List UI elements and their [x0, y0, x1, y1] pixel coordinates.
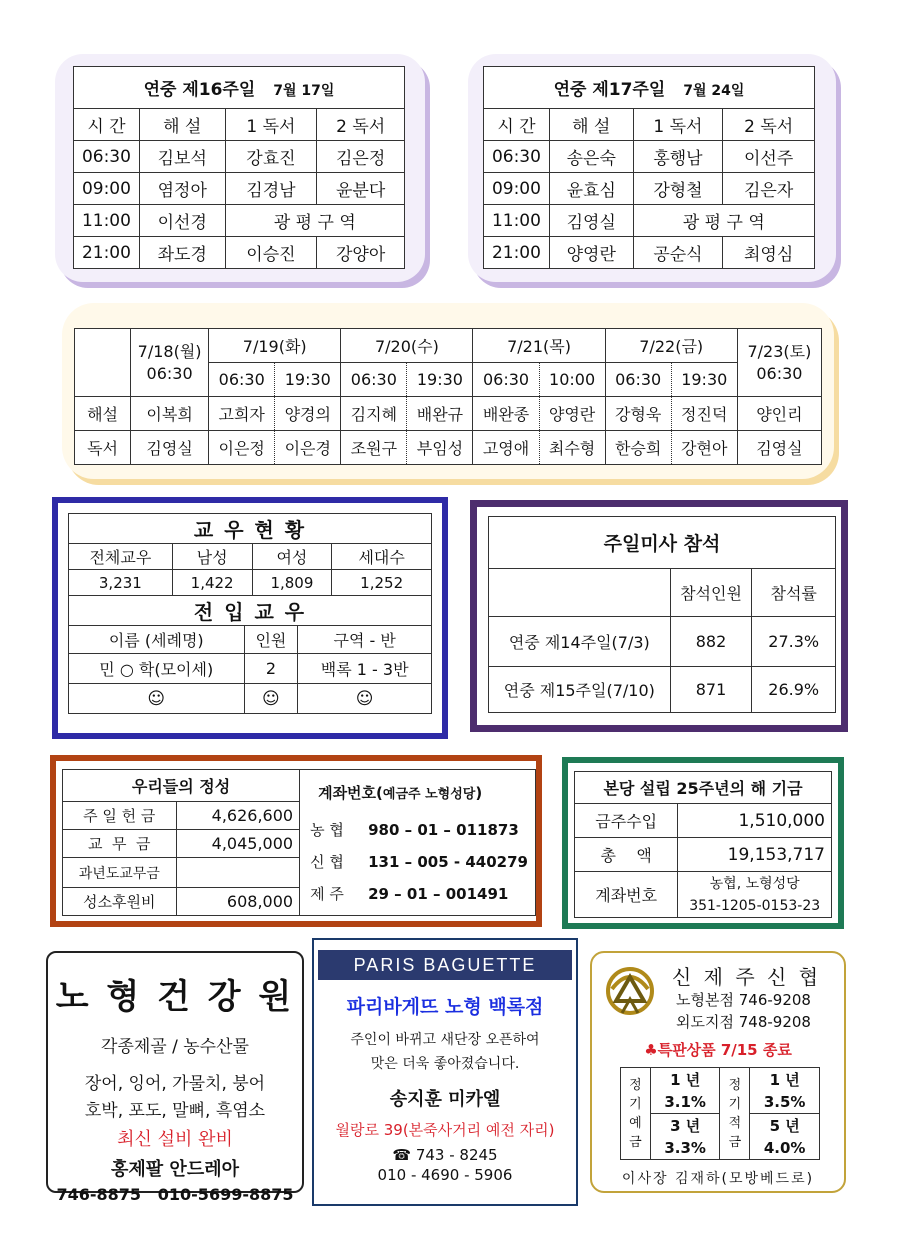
- members-table: [68, 513, 432, 596]
- week17-cell: 강형철: [633, 173, 723, 205]
- account-row: [310, 819, 535, 851]
- attendance-box: [470, 500, 848, 732]
- health-store-phone: 746-8875 010-5699-8875: [56, 1185, 294, 1204]
- saving-rate: 4.0%: [763, 1138, 806, 1157]
- reading-cell: 최수형: [539, 431, 605, 465]
- weekday-day-mon: [131, 329, 209, 397]
- week16-cell: 06:30: [74, 141, 140, 173]
- phone-icon: ☎: [392, 1146, 412, 1164]
- members-value: 1,252: [332, 570, 432, 596]
- week16-cell: 윤분다: [317, 173, 405, 205]
- week16-header-reading1: 1 독서: [225, 109, 317, 141]
- bakery-ad: [312, 938, 578, 1206]
- commentary-cell: 김지혜: [341, 397, 407, 431]
- week16-cell: 21:00: [74, 237, 140, 269]
- weekday-day-wed: 7/20(수): [341, 329, 473, 363]
- weekday-time: 19:30: [275, 363, 341, 397]
- bakery-address: 월랑로 39(본죽사거리 예전 자리): [335, 1121, 555, 1139]
- health-store-ad: [46, 951, 304, 1204]
- weekday-time: 06:30: [209, 363, 275, 397]
- week16-cell: 광 평 구 역: [225, 205, 404, 237]
- week16-cell: 이선경: [139, 205, 225, 237]
- smile-icon: ☺: [69, 684, 245, 714]
- deposit-term: 3 년: [670, 1116, 701, 1135]
- weekday-time: 10:00: [539, 363, 605, 397]
- members-header: 남성: [172, 544, 252, 570]
- saving-label-char: 기: [728, 1096, 742, 1112]
- account-row: [310, 851, 535, 883]
- weekday-day-fri: 7/22(금): [605, 329, 737, 363]
- saving-label: [720, 1068, 750, 1160]
- members-box: [52, 497, 448, 739]
- commentary-cell: 양영란: [539, 397, 605, 431]
- week16-cell: 11:00: [74, 205, 140, 237]
- offering-label: 성소후원비: [63, 888, 177, 916]
- week17-panel: [468, 54, 836, 282]
- week16-cell: 좌도경: [139, 237, 225, 269]
- reading-cell: 고영애: [473, 431, 539, 465]
- reading-cell: 김영실: [737, 431, 821, 465]
- fund-table: [574, 771, 832, 918]
- week17-cell: 광 평 구 역: [633, 205, 814, 237]
- account-title: 계좌번호(: [318, 784, 383, 802]
- week17-cell: 11:00: [484, 205, 550, 237]
- commentary-cell: 고희자: [209, 397, 275, 431]
- bank-name: 제 주: [310, 885, 344, 903]
- smile-icon: ☺: [298, 684, 432, 714]
- bakery-mobile: 010 - 4690 - 5906: [377, 1166, 513, 1184]
- commentary-cell: 정진덕: [671, 397, 737, 431]
- week17-title-cell: [484, 67, 815, 109]
- week16-table: [73, 66, 405, 269]
- week17-cell: 홍행남: [633, 141, 723, 173]
- week16-title-cell: [74, 67, 405, 109]
- day-time: 06:30: [756, 363, 803, 383]
- new-members-title: 전 입 교 우: [69, 596, 432, 626]
- week17-cell: 김은자: [723, 173, 815, 205]
- fund-box: [562, 757, 844, 929]
- health-store-line: 호박, 포도, 말뼈, 흑염소: [84, 1101, 266, 1121]
- saving-rate: 3.5%: [763, 1092, 806, 1111]
- commentary-cell: 강형욱: [605, 397, 671, 431]
- fund-account-bank: 농협, 노형성당: [709, 875, 800, 892]
- members-header: 전체교우: [69, 544, 173, 570]
- week17-cell: 이선주: [723, 141, 815, 173]
- reading-cell: 김영실: [131, 431, 209, 465]
- attendance-title: 주일미사 참석: [489, 517, 836, 569]
- bank-name: 신 협: [310, 853, 344, 871]
- weekday-corner: [75, 329, 131, 397]
- fund-account-number: 351-1205-0153-23: [689, 897, 821, 914]
- week16-cell: 강효진: [225, 141, 317, 173]
- credit-union-name: 신 제 주 신 협: [672, 965, 822, 989]
- row-label-commentary: 해설: [75, 397, 131, 431]
- week16-date: 7월 17일: [273, 83, 335, 99]
- fund-title: 본당 설립 25주년의 해 기금: [575, 772, 832, 804]
- week16-header-commentary: 해 설: [139, 109, 225, 141]
- bakery-name: 파리바게뜨 노형 백록점: [346, 996, 544, 1018]
- week17-header-reading2: 2 독서: [723, 109, 815, 141]
- health-store-name: 노 형 건 강 원: [55, 977, 295, 1017]
- offering-amount: [176, 858, 300, 888]
- weekday-day-sat: [737, 329, 821, 397]
- week16-panel: [55, 54, 425, 282]
- bakery-phone-line: [314, 1146, 576, 1164]
- attendance-corner: [489, 569, 671, 617]
- week16-header-reading2: 2 독서: [317, 109, 405, 141]
- week16-cell: 김은정: [317, 141, 405, 173]
- fund-amount: 19,153,717: [678, 838, 832, 872]
- reading-cell: 한승희: [605, 431, 671, 465]
- account-holder: 예금주 노형성당: [382, 787, 476, 802]
- week17-cell: 09:00: [484, 173, 550, 205]
- weekday-day-thu: 7/21(목): [473, 329, 605, 363]
- offering-box: [50, 755, 542, 927]
- week16-cell: 이승진: [225, 237, 317, 269]
- deposit-label-char: 기: [629, 1096, 642, 1112]
- deposit-rate-cell: [650, 1068, 720, 1114]
- week17-date: 7월 24일: [683, 83, 745, 99]
- health-store-line: 장어, 잉어, 가물치, 붕어: [84, 1074, 266, 1094]
- fund-label: 총 액: [575, 838, 678, 872]
- week17-cell: 김영실: [549, 205, 633, 237]
- credit-union-logo-icon: [602, 963, 658, 1023]
- fund-label: 금주수입: [575, 804, 678, 838]
- weekday-panel: [62, 303, 834, 479]
- week16-cell: 김보석: [139, 141, 225, 173]
- row-label-reading: 독서: [75, 431, 131, 465]
- credit-union-ad: [590, 951, 846, 1193]
- week17-cell: 06:30: [484, 141, 550, 173]
- weekday-time: 19:30: [407, 363, 473, 397]
- deposit-term: 1 년: [670, 1070, 701, 1089]
- attendance-rate: 26.9%: [752, 667, 836, 713]
- week17-header-commentary: 해 설: [549, 109, 633, 141]
- account-title-line: [310, 782, 535, 803]
- day-label: 7/18(월): [137, 341, 202, 361]
- credit-union-branch: 외도지점 748-9208: [676, 1013, 811, 1031]
- bakery-phone: 743 - 8245: [415, 1146, 498, 1164]
- commentary-cell: 양경의: [275, 397, 341, 431]
- week17-cell: 양영란: [549, 237, 633, 269]
- week17-table: [483, 66, 815, 269]
- offering-label: 주 일 헌 금: [63, 802, 177, 830]
- deposit-label-char: 금: [629, 1134, 642, 1150]
- week17-header-time: 시 간: [484, 109, 550, 141]
- saving-term: 5 년: [769, 1116, 800, 1135]
- commentary-cell: 배완규: [407, 397, 473, 431]
- health-store-highlight: 최신 설비 완비: [117, 1129, 233, 1150]
- members-value: 1,809: [252, 570, 332, 596]
- new-members-header: 인원: [244, 626, 298, 654]
- reading-cell: 이은경: [275, 431, 341, 465]
- weekday-time: 06:30: [341, 363, 407, 397]
- new-member-name: 민 ○ 학(모이세): [69, 654, 245, 684]
- new-member-count: 2: [244, 654, 298, 684]
- new-members-header: 구역 - 반: [298, 626, 432, 654]
- deposit-rate-cell: [650, 1114, 720, 1160]
- new-member-district: 백록 1 - 3반: [298, 654, 432, 684]
- deposit-label-char: 정: [629, 1077, 642, 1093]
- offering-amount: 4,045,000: [176, 830, 300, 858]
- week17-title: 연중 제17주일: [553, 80, 666, 100]
- saving-rate-cell: [750, 1068, 820, 1114]
- attendance-count: 882: [670, 617, 752, 667]
- week17-cell: 최영심: [723, 237, 815, 269]
- week17-cell: 윤효심: [549, 173, 633, 205]
- deposit-rate: 3.1%: [664, 1092, 706, 1111]
- saving-label-char: 금: [728, 1134, 742, 1150]
- commentary-cell: 이복희: [131, 397, 209, 431]
- account-cell: [300, 770, 536, 916]
- bank-name: 농 협: [310, 821, 344, 839]
- new-members-header: 이름 (세례명): [69, 626, 245, 654]
- deposit-label: [621, 1068, 651, 1160]
- smile-icon: ☺: [244, 684, 298, 714]
- commentary-cell: 양인리: [737, 397, 821, 431]
- week16-cell: 염정아: [139, 173, 225, 205]
- bakery-line: 주인이 바뀌고 새단장 오픈하여: [350, 1032, 540, 1048]
- weekday-table: [74, 328, 822, 465]
- saving-label-char: 정: [728, 1077, 742, 1093]
- account-number: 29 – 01 – 001491: [368, 885, 509, 903]
- offering-label: 교 무 금: [63, 830, 177, 858]
- week16-header-time: 시 간: [74, 109, 140, 141]
- members-value: 3,231: [69, 570, 173, 596]
- weekday-time: 06:30: [605, 363, 671, 397]
- account-number: 131 – 005 - 440279: [368, 853, 528, 871]
- members-header: 여성: [252, 544, 332, 570]
- offering-label: 과년도교무금: [63, 858, 177, 888]
- attendance-table: [488, 516, 836, 713]
- reading-cell: 부임성: [407, 431, 473, 465]
- offering-amount: 608,000: [176, 888, 300, 916]
- new-members-table: [68, 595, 432, 714]
- fund-account-label: 계좌번호: [575, 872, 678, 918]
- offering-amount: 4,626,600: [176, 802, 300, 830]
- week16-cell: 강양아: [317, 237, 405, 269]
- health-store-owner: 홍제팔 안드레아: [111, 1159, 239, 1180]
- fund-amount: 1,510,000: [678, 804, 832, 838]
- saving-label-char: 적: [728, 1115, 742, 1131]
- weekday-time: 19:30: [671, 363, 737, 397]
- week16-cell: 09:00: [74, 173, 140, 205]
- offering-title: 우리들의 정성: [63, 770, 300, 802]
- bakery-line: 맛은 더욱 좋아졌습니다.: [370, 1056, 520, 1072]
- week17-cell: 송은숙: [549, 141, 633, 173]
- bakery-owner: 송지훈 미카엘: [389, 1089, 501, 1110]
- account-number: 980 – 01 – 011873: [368, 821, 519, 839]
- members-value: 1,422: [172, 570, 252, 596]
- deposit-rate: 3.3%: [664, 1138, 706, 1157]
- reading-cell: 이은정: [209, 431, 275, 465]
- week17-header-reading1: 1 독서: [633, 109, 723, 141]
- day-label: 7/23(토): [747, 341, 812, 361]
- offering-table: [62, 769, 536, 916]
- health-store-line: 각종제골 / 농수산물: [101, 1037, 249, 1057]
- week17-cell: 21:00: [484, 237, 550, 269]
- credit-union-special: ♣특판상품 7/15 종료: [644, 1041, 792, 1059]
- week16-cell: 김경남: [225, 173, 317, 205]
- credit-union-branch: 노형본점 746-9208: [676, 991, 811, 1009]
- day-time: 06:30: [146, 363, 193, 383]
- deposit-label-char: 예: [629, 1115, 642, 1131]
- account-row: [310, 883, 535, 915]
- attendance-rate: 27.3%: [752, 617, 836, 667]
- weekday-time: 06:30: [473, 363, 539, 397]
- fund-account-cell: [678, 872, 832, 918]
- weekday-day-tue: 7/19(화): [209, 329, 341, 363]
- saving-rate-cell: [750, 1114, 820, 1160]
- attendance-week: 연중 제14주일(7/3): [489, 617, 671, 667]
- bakery-brand-banner: PARIS BAGUETTE: [318, 950, 572, 980]
- commentary-cell: 배완종: [473, 397, 539, 431]
- week17-cell: 공순식: [633, 237, 723, 269]
- account-close: ): [475, 784, 483, 802]
- credit-union-chairman: 이사장 김재하(모방베드로): [621, 1171, 815, 1187]
- reading-cell: 강현아: [671, 431, 737, 465]
- attendance-header: 참석률: [752, 569, 836, 617]
- saving-term: 1 년: [769, 1070, 800, 1089]
- attendance-week: 연중 제15주일(7/10): [489, 667, 671, 713]
- week16-title: 연중 제16주일: [143, 80, 256, 100]
- attendance-header: 참석인원: [670, 569, 752, 617]
- members-header: 세대수: [332, 544, 432, 570]
- members-title: 교 우 현 황: [69, 514, 432, 544]
- reading-cell: 조원구: [341, 431, 407, 465]
- attendance-count: 871: [670, 667, 752, 713]
- credit-union-rates: [620, 1067, 820, 1160]
